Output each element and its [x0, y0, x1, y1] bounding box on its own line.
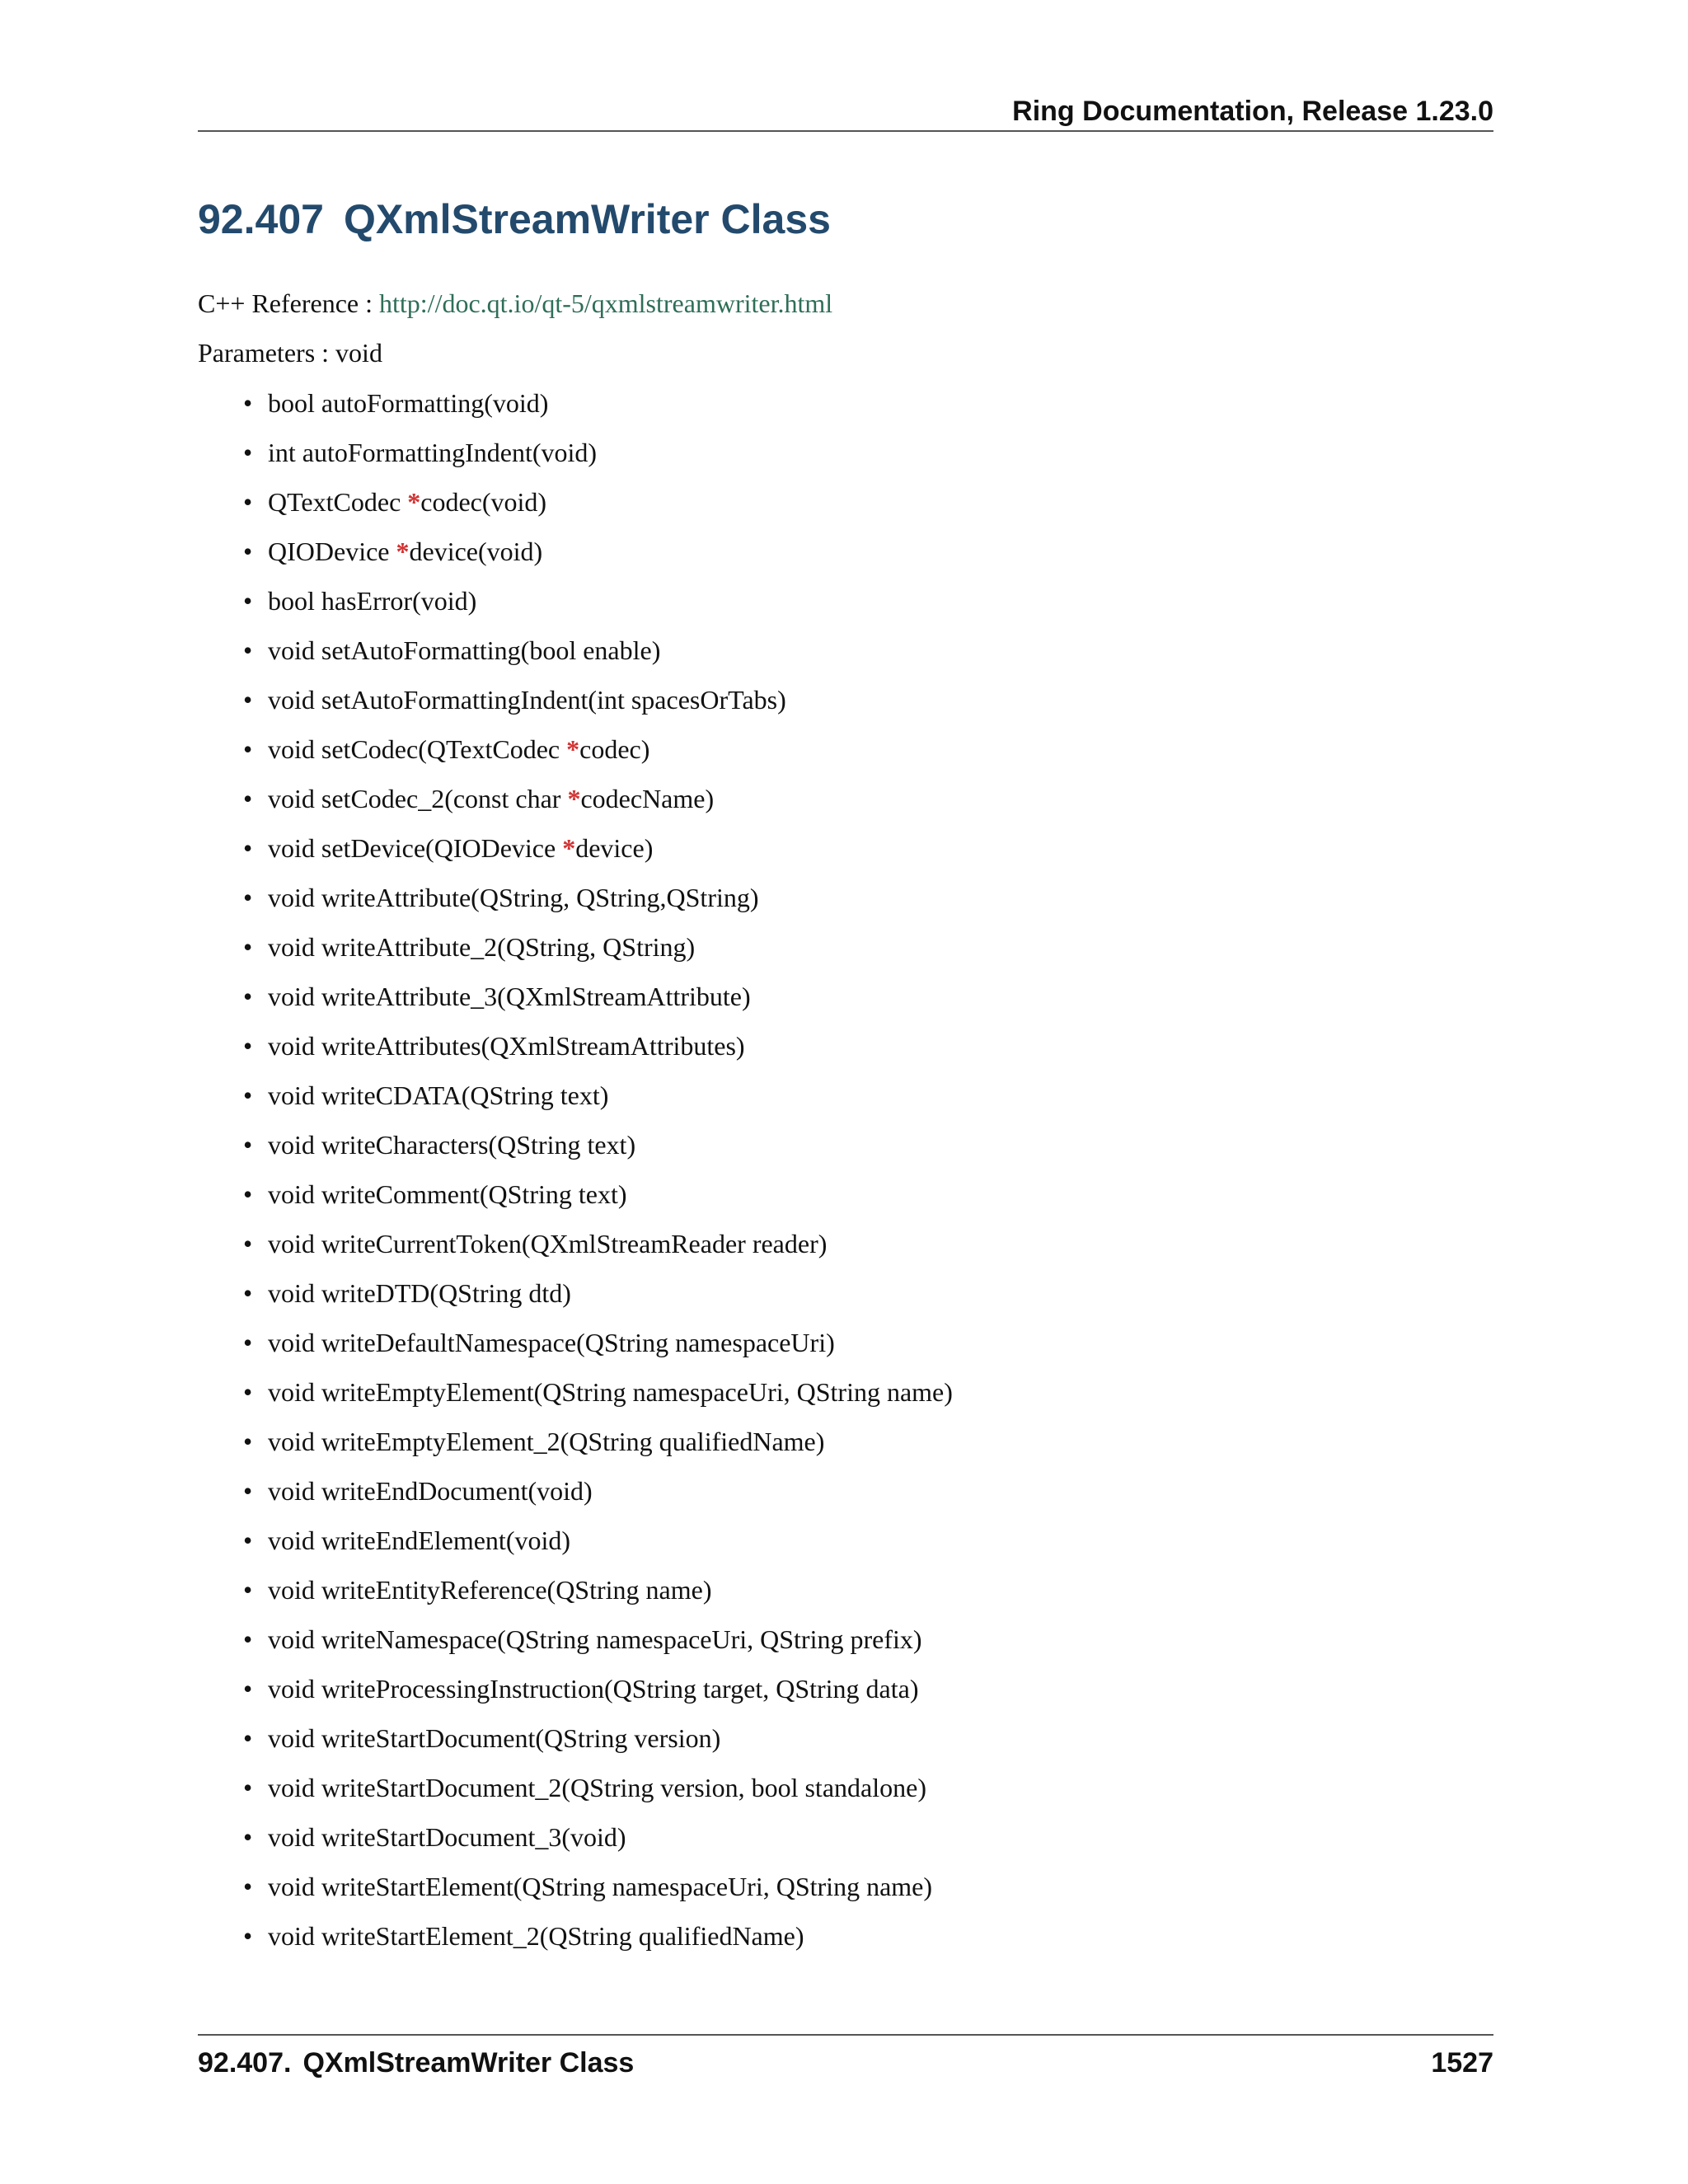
method-item — [0, 1127, 953, 1176]
document-title: Ring Documentation, Release 1.23.0 — [1012, 96, 1493, 127]
method-signature-start: bool hasError(void) — [268, 586, 477, 616]
footer-section-title: QXmlStreamWriter Class — [302, 2047, 635, 2079]
method-item — [0, 1671, 953, 1720]
method-item — [0, 830, 953, 879]
pointer-asterisk: * — [396, 537, 410, 566]
pointer-asterisk: * — [562, 833, 576, 863]
method-signature-start: void setAutoFormattingIndent(int spacesOrTabs) — [268, 685, 786, 715]
method-item — [0, 1423, 953, 1473]
method-item — [0, 632, 953, 682]
method-signature-start: void writeComment(QString text) — [268, 1179, 627, 1209]
method-signature-start: int autoFormattingIndent(void) — [268, 438, 598, 467]
method-item — [0, 533, 953, 583]
section-heading — [198, 190, 831, 249]
method-item — [0, 1374, 953, 1423]
method-signature-start: void writeStartElement(QString namespaceUri, QString name) — [268, 1872, 933, 1901]
method-item — [0, 1028, 953, 1077]
method-signature-start: void writeDefaultNamespace(QString namespaceUri) — [268, 1328, 835, 1357]
method-signature-start: void writeCDATA(QString text) — [268, 1080, 609, 1110]
method-signature-end: codec) — [579, 734, 650, 764]
method-signature-start: void writeStartDocument_2(QString version, bool standalone) — [268, 1773, 926, 1802]
method-item — [0, 1226, 953, 1275]
method-item — [0, 1868, 953, 1918]
method-item — [0, 1918, 953, 1967]
method-signature-start: void writeStartDocument_3(void) — [268, 1822, 626, 1852]
method-signature-start: QIODevice — [268, 537, 396, 566]
method-signature-end: device(void) — [409, 537, 543, 566]
method-signature-start: void writeStartElement_2(QString qualifiedName) — [268, 1921, 804, 1951]
method-signature-start: void writeCurrentToken(QXmlStreamReader reader) — [268, 1229, 828, 1258]
method-signature-start: void writeAttribute_2(QString, QString) — [268, 932, 696, 962]
method-signature-start: void writeCharacters(QString text) — [268, 1130, 636, 1160]
method-item — [0, 682, 953, 731]
method-signature-start: void writeEmptyElement_2(QString qualifiedName) — [268, 1427, 825, 1456]
method-item — [0, 780, 953, 830]
method-item — [0, 1176, 953, 1226]
method-signature-start: void writeNamespace(QString namespaceUri, QString prefix) — [268, 1624, 922, 1654]
method-item — [0, 1275, 953, 1324]
method-signature-end: codec(void) — [420, 487, 547, 517]
method-signature-start: void writeEndElement(void) — [268, 1526, 571, 1555]
page-number: 1527 — [1431, 2047, 1493, 2079]
method-item — [0, 583, 953, 632]
method-signature-end: codecName) — [580, 784, 715, 813]
pointer-asterisk: * — [567, 784, 581, 813]
method-signature-start: void writeStartDocument(QString version) — [268, 1723, 721, 1753]
method-item — [0, 1572, 953, 1621]
method-item — [0, 1621, 953, 1671]
method-list — [0, 385, 953, 1967]
method-item — [0, 929, 953, 978]
method-signature-start: void setCodec(QTextCodec — [268, 734, 567, 764]
method-item — [0, 1324, 953, 1374]
method-signature-start: void setCodec_2(const char — [268, 784, 568, 813]
cpp-reference — [198, 285, 832, 321]
section-title: QXmlStreamWriter Class — [343, 196, 831, 242]
method-signature-start: void writeAttribute_3(QXmlStreamAttribute) — [268, 982, 751, 1011]
footer-section-number: 92.407. — [198, 2047, 292, 2079]
method-signature-end: device) — [575, 833, 654, 863]
page-footer — [198, 2034, 1493, 2085]
page-header — [198, 92, 1493, 132]
method-item — [0, 1720, 953, 1769]
method-item — [0, 1473, 953, 1522]
method-item — [0, 385, 953, 434]
method-item — [0, 434, 953, 484]
footer-section — [198, 2044, 634, 2082]
method-signature-start: void writeEndDocument(void) — [268, 1476, 593, 1506]
method-signature-start: void setAutoFormatting(bool enable) — [268, 635, 661, 665]
method-item — [0, 1077, 953, 1127]
method-signature-start: void setDevice(QIODevice — [268, 833, 563, 863]
method-signature-start: void writeEmptyElement(QString namespaceUri, QString name) — [268, 1377, 953, 1407]
method-signature-start: void writeAttributes(QXmlStreamAttributes) — [268, 1031, 745, 1061]
cpp-reference-link[interactable]: http://doc.qt.io/qt-5/qxmlstreamwriter.html — [379, 288, 833, 318]
method-item — [0, 1522, 953, 1572]
method-item — [0, 731, 953, 780]
parameters-label: Parameters : — [198, 338, 330, 368]
method-signature-start: bool autoFormatting(void) — [268, 388, 549, 418]
pointer-asterisk: * — [407, 487, 421, 517]
method-item — [0, 484, 953, 533]
method-item — [0, 1819, 953, 1868]
cpp-reference-label: C++ Reference : — [198, 288, 373, 318]
parameters-value: void — [335, 338, 382, 368]
parameters-line — [198, 335, 382, 371]
method-signature-start: void writeProcessingInstruction(QString target, QString data) — [268, 1674, 919, 1704]
method-item — [0, 978, 953, 1028]
method-signature-start: void writeEntityReference(QString name) — [268, 1575, 712, 1605]
method-signature-start: void writeDTD(QString dtd) — [268, 1278, 571, 1308]
section-number: 92.407 — [198, 196, 324, 242]
pointer-asterisk: * — [566, 734, 580, 764]
method-item — [0, 879, 953, 929]
method-item — [0, 1769, 953, 1819]
method-signature-start: void writeAttribute(QString, QString,QString) — [268, 883, 759, 912]
method-signature-start: QTextCodec — [268, 487, 408, 517]
